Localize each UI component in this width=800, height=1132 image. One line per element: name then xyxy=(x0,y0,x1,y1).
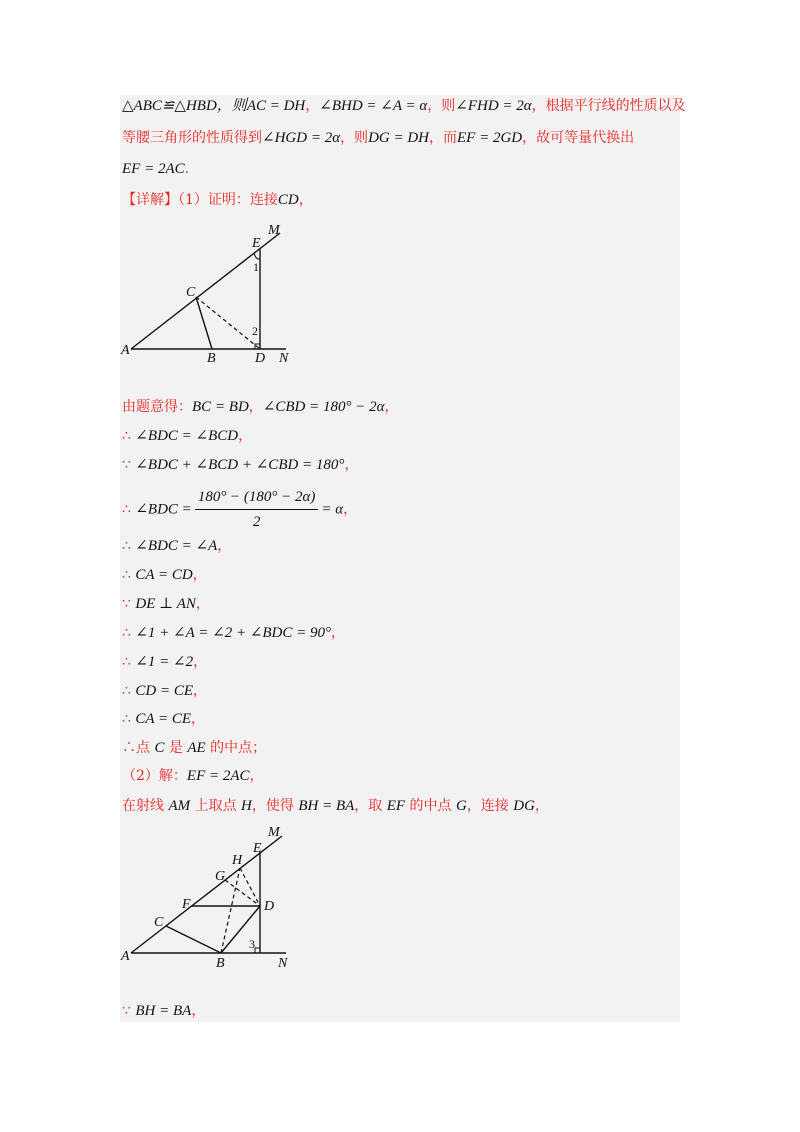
proof-post: ， xyxy=(384,399,399,415)
label-M: M xyxy=(268,825,280,840)
detail-heading xyxy=(122,191,313,209)
fraction xyxy=(195,487,319,532)
intro-text: ， xyxy=(305,98,320,114)
label-C: C xyxy=(154,915,164,930)
intro-text: . xyxy=(184,161,190,177)
intro-math: DG = DH xyxy=(368,130,430,146)
proof-line-2 xyxy=(122,427,252,445)
label-angle-3: 3 xyxy=(249,937,255,951)
proof-mid: 是 xyxy=(164,740,188,756)
proof-line-6 xyxy=(122,566,207,584)
proof-pre: ∴ xyxy=(122,428,136,444)
segment-CB xyxy=(166,926,221,953)
label-G: G xyxy=(215,869,226,884)
label-A: A xyxy=(121,343,130,358)
label-angle-1: 1 xyxy=(253,260,259,274)
intro-math: ∠HGD = 2α xyxy=(262,130,341,146)
proof-pre: ∴ xyxy=(122,567,136,583)
proof-math: ∠BDC = ∠BCD xyxy=(135,428,239,444)
intro-math: AC = DH xyxy=(246,98,306,114)
proof-post: ， xyxy=(193,654,208,670)
proof-pre: ∵ xyxy=(122,457,136,473)
intro-math: ∠FHD = 2α xyxy=(455,98,532,114)
intro-text: ，则 xyxy=(427,98,456,114)
detail-part1: （1）证明：连接 xyxy=(178,192,278,208)
segment-CD-dashed xyxy=(196,297,260,349)
proof-pre: ∴ xyxy=(122,711,136,727)
part2-post: ， xyxy=(249,768,264,784)
figure-2-diagram xyxy=(118,822,298,972)
proof-line-7 xyxy=(122,595,210,613)
label-D: D xyxy=(264,899,275,914)
proof-pre: ∴ xyxy=(122,625,136,641)
construct-text: 的中点 xyxy=(405,798,456,814)
construct-text: ，取 xyxy=(354,798,387,814)
proof-post: ， xyxy=(192,567,207,583)
proof-post: 的中点； xyxy=(205,740,267,756)
last-post: ， xyxy=(191,1003,206,1019)
label-E: E xyxy=(252,236,261,251)
segment-GD-dashed xyxy=(225,880,260,906)
label-B: B xyxy=(216,956,225,971)
figure-1-diagram xyxy=(118,220,298,368)
label-B: B xyxy=(207,351,216,366)
proof-math: ∠BDC = xyxy=(135,501,192,518)
detail-part1-end: ， xyxy=(298,192,313,208)
label-M: M xyxy=(268,223,280,238)
proof-math: DE ⊥ AN xyxy=(135,596,196,612)
construct-math: H xyxy=(241,798,252,814)
proof-math: C xyxy=(154,740,165,756)
proof-post: ， xyxy=(193,683,207,699)
label-C: C xyxy=(186,285,196,300)
construct-math: AM xyxy=(168,798,191,814)
proof-pre: ∴点 xyxy=(122,740,155,756)
segment-HD-dashed xyxy=(240,868,260,906)
intro-math: ∠BHD = ∠A = α xyxy=(319,98,428,114)
construct-text: ，使得 xyxy=(251,798,299,814)
proof-math-2: ∠CBD = 180° − 2α xyxy=(262,399,385,415)
proof-line-12 xyxy=(122,739,266,757)
intro-text: ，则 xyxy=(340,130,369,146)
last-line xyxy=(122,1002,205,1020)
intro-math: EF = 2AC xyxy=(122,161,185,177)
intro-text: ，故可等量代换出 xyxy=(522,130,635,146)
proof-math: CA = CD xyxy=(135,567,193,583)
last-math: BH = BA xyxy=(135,1003,192,1019)
proof-math: CA = CE xyxy=(135,711,192,727)
proof-pre: ∵ xyxy=(122,596,136,612)
fraction-numerator: 180° − (180° − 2α) xyxy=(195,487,319,510)
intro-text: ，而 xyxy=(429,130,458,146)
last-pre: ∵ xyxy=(122,1003,136,1019)
proof-post: ， xyxy=(191,711,206,727)
proof-math: CD = CE xyxy=(135,683,193,699)
proof-mid: ， xyxy=(248,399,263,415)
label-N: N xyxy=(278,956,288,971)
proof-line-9 xyxy=(122,653,207,671)
construct-line xyxy=(122,797,549,815)
proof-line-1 xyxy=(122,398,398,416)
part2-pre: （2）解： xyxy=(122,768,187,784)
segment-CB xyxy=(196,297,212,349)
intro-text: 等腰三角形的性质得到 xyxy=(122,130,262,146)
proof-post: ， xyxy=(217,538,232,554)
proof-line-10 xyxy=(122,682,207,700)
intro-line-2 xyxy=(122,129,634,147)
proof-post: ， xyxy=(344,457,359,473)
part2-line xyxy=(122,767,264,785)
construct-math: EF xyxy=(386,798,406,814)
proof-post: ， xyxy=(343,501,358,518)
intro-text: ，根据平行线的性质以及 xyxy=(531,98,686,114)
proof-line-11 xyxy=(122,710,205,728)
proof-math: ∠BDC = ∠A xyxy=(135,538,218,554)
proof-math: BC = BD xyxy=(192,399,249,415)
part2-math: EF = 2AC xyxy=(186,768,250,784)
label-E: E xyxy=(253,841,262,856)
proof-post: ， xyxy=(238,428,253,444)
proof-math: ∠BDC + ∠BCD + ∠CBD = 180° xyxy=(135,457,345,473)
intro-line-3 xyxy=(122,160,189,178)
proof-line-5 xyxy=(122,537,231,555)
intro-math: EF = 2GD xyxy=(457,130,523,146)
label-A: A xyxy=(121,949,130,964)
proof-pre: ∴ xyxy=(122,538,136,554)
detail-tag: 【详解】 xyxy=(122,192,178,208)
construct-math: BH = BA xyxy=(298,798,355,814)
label-F: F xyxy=(182,897,191,912)
construct-text: ，连接 xyxy=(466,798,514,814)
right-angle-mark xyxy=(255,948,260,953)
construct-text: 在射线 xyxy=(122,798,169,814)
proof-pre: ∴ xyxy=(122,683,136,699)
intro-text: △ABC≌△HBD，则 xyxy=(122,98,247,114)
proof-math-after: = α xyxy=(321,501,344,518)
proof-line-4 xyxy=(122,487,357,532)
detail-math: CD xyxy=(277,192,299,208)
proof-math-2: AE xyxy=(187,740,206,756)
fraction-denominator: 2 xyxy=(252,514,261,530)
proof-pre: ∴ xyxy=(122,654,136,670)
proof-pre: ∴ xyxy=(122,501,136,518)
construct-math: DG xyxy=(513,798,535,814)
construct-text: ， xyxy=(534,798,549,814)
construct-text: 上取点 xyxy=(190,798,242,814)
label-N: N xyxy=(279,351,289,366)
proof-post: ， xyxy=(195,596,210,612)
proof-pre: 由题意得： xyxy=(122,399,192,415)
proof-line-3 xyxy=(122,456,358,474)
proof-math: ∠1 = ∠2 xyxy=(135,654,194,670)
construct-math: G xyxy=(455,798,467,814)
proof-post: ， xyxy=(331,625,346,641)
intro-line-1 xyxy=(122,97,686,115)
angle-1-arc xyxy=(254,253,260,259)
label-H: H xyxy=(232,853,243,868)
proof-math: ∠1 + ∠A = ∠2 + ∠BDC = 90° xyxy=(135,625,332,641)
label-D: D xyxy=(255,351,266,366)
label-angle-2: 2 xyxy=(252,324,258,338)
proof-line-8 xyxy=(122,624,345,642)
